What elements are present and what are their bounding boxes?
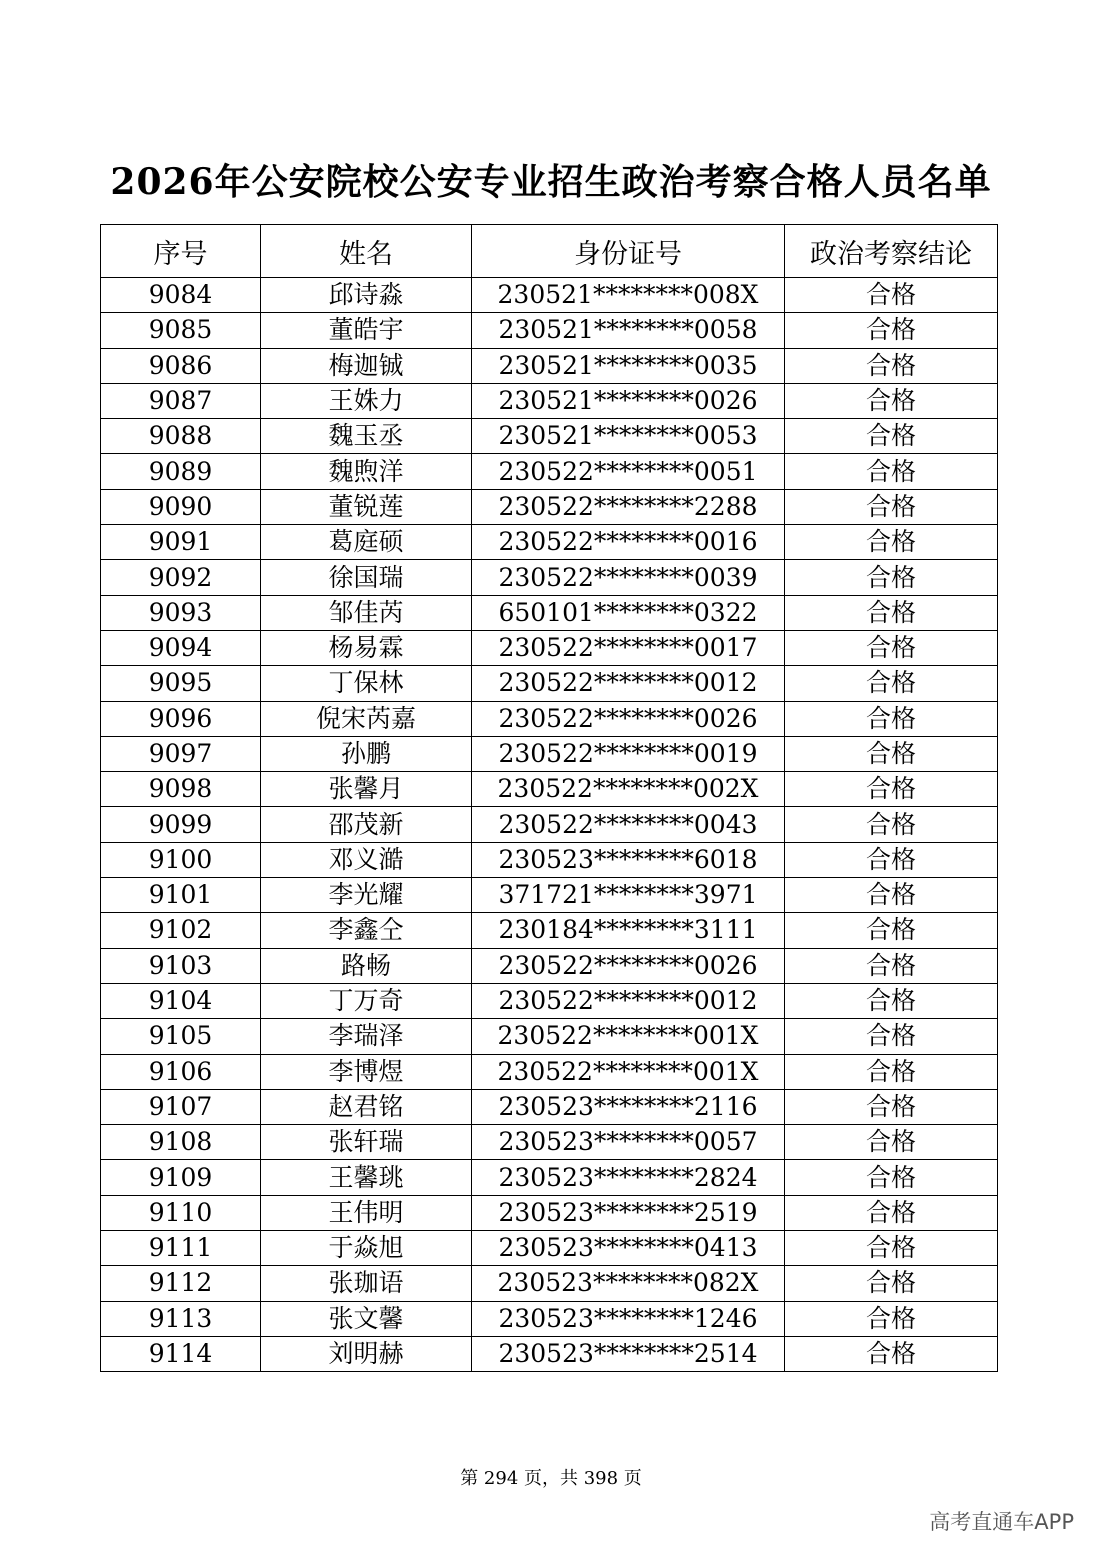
table-row (101, 772, 998, 807)
table-row (101, 313, 998, 348)
cell-serial: 9114 (101, 1336, 261, 1371)
cell-id-number: 230522********001X (472, 1054, 785, 1089)
cell-name: 葛庭硕 (261, 525, 472, 560)
cell-id-number: 230523********0057 (472, 1125, 785, 1160)
cell-conclusion: 合格 (785, 454, 998, 489)
cell-conclusion: 合格 (785, 630, 998, 665)
cell-serial: 9097 (101, 736, 261, 771)
table-row (101, 666, 998, 701)
table-row (101, 489, 998, 524)
cell-conclusion: 合格 (785, 313, 998, 348)
table-row (101, 736, 998, 771)
cell-id-number: 230523********2514 (472, 1336, 785, 1371)
cell-name: 魏煦洋 (261, 454, 472, 489)
cell-conclusion: 合格 (785, 736, 998, 771)
cell-id-number: 230523********2519 (472, 1195, 785, 1230)
table-row (101, 525, 998, 560)
table-row (101, 948, 998, 983)
cell-id-number: 230522********0012 (472, 983, 785, 1018)
table-row (101, 383, 998, 418)
cell-name: 李鑫仝 (261, 913, 472, 948)
cell-serial: 9089 (101, 454, 261, 489)
cell-name: 王姝力 (261, 383, 472, 418)
cell-serial: 9093 (101, 595, 261, 630)
cell-conclusion: 合格 (785, 278, 998, 313)
table-row (101, 701, 998, 736)
table-row (101, 1125, 998, 1160)
cell-serial: 9095 (101, 666, 261, 701)
page-title: 2026年公安院校公安专业招生政治考察合格人员名单 (110, 161, 992, 203)
cell-conclusion: 合格 (785, 807, 998, 842)
cell-name: 董锐莲 (261, 489, 472, 524)
cell-conclusion: 合格 (785, 1054, 998, 1089)
table-row (101, 419, 998, 454)
cell-conclusion: 合格 (785, 701, 998, 736)
roster-table (100, 224, 998, 1372)
table-row (101, 1160, 998, 1195)
cell-id-number: 230521********008X (472, 278, 785, 313)
cell-serial: 9087 (101, 383, 261, 418)
cell-name: 丁保林 (261, 666, 472, 701)
table-row (101, 1089, 998, 1124)
cell-name: 邱诗淼 (261, 278, 472, 313)
cell-id-number: 230523********6018 (472, 842, 785, 877)
cell-name: 董皓宇 (261, 313, 472, 348)
cell-name: 杨易霖 (261, 630, 472, 665)
cell-name: 邵茂新 (261, 807, 472, 842)
cell-conclusion: 合格 (785, 348, 998, 383)
cell-serial: 9108 (101, 1125, 261, 1160)
cell-serial: 9100 (101, 842, 261, 877)
header-name: 姓名 (261, 225, 472, 278)
cell-id-number: 230522********001X (472, 1019, 785, 1054)
cell-id-number: 230522********0016 (472, 525, 785, 560)
cell-id-number: 371721********3971 (472, 878, 785, 913)
cell-id-number: 230523********2824 (472, 1160, 785, 1195)
cell-name: 倪宋芮嘉 (261, 701, 472, 736)
table-row (101, 1301, 998, 1336)
cell-serial: 9112 (101, 1266, 261, 1301)
cell-id-number: 230522********0019 (472, 736, 785, 771)
cell-name: 徐国瑞 (261, 560, 472, 595)
header-serial: 序号 (101, 225, 261, 278)
cell-conclusion: 合格 (785, 1125, 998, 1160)
cell-id-number: 230522********2288 (472, 489, 785, 524)
cell-id-number: 230523********0413 (472, 1231, 785, 1266)
cell-name: 张珈语 (261, 1266, 472, 1301)
header-conclusion: 政治考察结论 (785, 225, 998, 278)
cell-name: 于焱旭 (261, 1231, 472, 1266)
cell-id-number: 230521********0053 (472, 419, 785, 454)
cell-serial: 9106 (101, 1054, 261, 1089)
table-row (101, 348, 998, 383)
cell-serial: 9096 (101, 701, 261, 736)
cell-serial: 9091 (101, 525, 261, 560)
cell-conclusion: 合格 (785, 1266, 998, 1301)
cell-name: 魏玉丞 (261, 419, 472, 454)
cell-name: 邹佳芮 (261, 595, 472, 630)
cell-serial: 9086 (101, 348, 261, 383)
cell-id-number: 230523********1246 (472, 1301, 785, 1336)
cell-conclusion: 合格 (785, 383, 998, 418)
table-row (101, 595, 998, 630)
cell-id-number: 230184********3111 (472, 913, 785, 948)
table-row (101, 560, 998, 595)
table-row (101, 454, 998, 489)
cell-conclusion: 合格 (785, 1160, 998, 1195)
cell-serial: 9104 (101, 983, 261, 1018)
cell-serial: 9088 (101, 419, 261, 454)
cell-name: 李瑞泽 (261, 1019, 472, 1054)
cell-id-number: 230522********0026 (472, 701, 785, 736)
watermark: 高考直通车APP (929, 1510, 1074, 1534)
table-row (101, 278, 998, 313)
cell-serial: 9090 (101, 489, 261, 524)
cell-serial: 9098 (101, 772, 261, 807)
cell-conclusion: 合格 (785, 878, 998, 913)
cell-name: 王伟明 (261, 1195, 472, 1230)
cell-conclusion: 合格 (785, 842, 998, 877)
cell-serial: 9094 (101, 630, 261, 665)
cell-conclusion: 合格 (785, 419, 998, 454)
cell-serial: 9105 (101, 1019, 261, 1054)
cell-id-number: 230521********0058 (472, 313, 785, 348)
cell-conclusion: 合格 (785, 1231, 998, 1266)
cell-conclusion: 合格 (785, 913, 998, 948)
cell-serial: 9111 (101, 1231, 261, 1266)
cell-conclusion: 合格 (785, 1336, 998, 1371)
cell-serial: 9092 (101, 560, 261, 595)
cell-id-number: 230523********082X (472, 1266, 785, 1301)
cell-conclusion: 合格 (785, 1195, 998, 1230)
cell-id-number: 230523********2116 (472, 1089, 785, 1124)
cell-name: 李博煜 (261, 1054, 472, 1089)
table-row (101, 1231, 998, 1266)
table-row (101, 842, 998, 877)
cell-id-number: 650101********0322 (472, 595, 785, 630)
table-row (101, 1195, 998, 1230)
cell-conclusion: 合格 (785, 948, 998, 983)
cell-name: 张轩瑞 (261, 1125, 472, 1160)
cell-id-number: 230522********0012 (472, 666, 785, 701)
cell-conclusion: 合格 (785, 1019, 998, 1054)
cell-name: 赵君铭 (261, 1089, 472, 1124)
cell-id-number: 230522********0043 (472, 807, 785, 842)
cell-name: 张馨月 (261, 772, 472, 807)
cell-name: 路畅 (261, 948, 472, 983)
cell-serial: 9102 (101, 913, 261, 948)
cell-conclusion: 合格 (785, 560, 998, 595)
cell-name: 张文馨 (261, 1301, 472, 1336)
cell-serial: 9101 (101, 878, 261, 913)
cell-name: 王馨珧 (261, 1160, 472, 1195)
cell-conclusion: 合格 (785, 525, 998, 560)
cell-name: 孙鹏 (261, 736, 472, 771)
cell-conclusion: 合格 (785, 772, 998, 807)
table-row (101, 1336, 998, 1371)
cell-serial: 9084 (101, 278, 261, 313)
table-row (101, 807, 998, 842)
cell-serial: 9099 (101, 807, 261, 842)
table-row (101, 983, 998, 1018)
cell-name: 邓义澔 (261, 842, 472, 877)
cell-id-number: 230522********0039 (472, 560, 785, 595)
cell-serial: 9113 (101, 1301, 261, 1336)
header-id-number: 身份证号 (472, 225, 785, 278)
cell-id-number: 230522********0017 (472, 630, 785, 665)
cell-name: 李光耀 (261, 878, 472, 913)
table-row (101, 1266, 998, 1301)
cell-conclusion: 合格 (785, 1301, 998, 1336)
cell-id-number: 230522********0051 (472, 454, 785, 489)
cell-name: 丁万奇 (261, 983, 472, 1018)
cell-conclusion: 合格 (785, 1089, 998, 1124)
table-row (101, 913, 998, 948)
table-row (101, 878, 998, 913)
table-row (101, 630, 998, 665)
table-row (101, 1019, 998, 1054)
table-row (101, 1054, 998, 1089)
cell-serial: 9103 (101, 948, 261, 983)
table-body (101, 278, 998, 1372)
page-footer: 第 294 页，共 398 页 (460, 1468, 642, 1489)
cell-serial: 9109 (101, 1160, 261, 1195)
cell-conclusion: 合格 (785, 666, 998, 701)
cell-serial: 9110 (101, 1195, 261, 1230)
cell-serial: 9107 (101, 1089, 261, 1124)
cell-id-number: 230521********0035 (472, 348, 785, 383)
cell-name: 梅迦铖 (261, 348, 472, 383)
cell-conclusion: 合格 (785, 489, 998, 524)
table-header-row (101, 225, 998, 278)
cell-id-number: 230521********0026 (472, 383, 785, 418)
cell-id-number: 230522********0026 (472, 948, 785, 983)
cell-conclusion: 合格 (785, 595, 998, 630)
cell-conclusion: 合格 (785, 983, 998, 1018)
cell-serial: 9085 (101, 313, 261, 348)
cell-name: 刘明赫 (261, 1336, 472, 1371)
cell-id-number: 230522********002X (472, 772, 785, 807)
